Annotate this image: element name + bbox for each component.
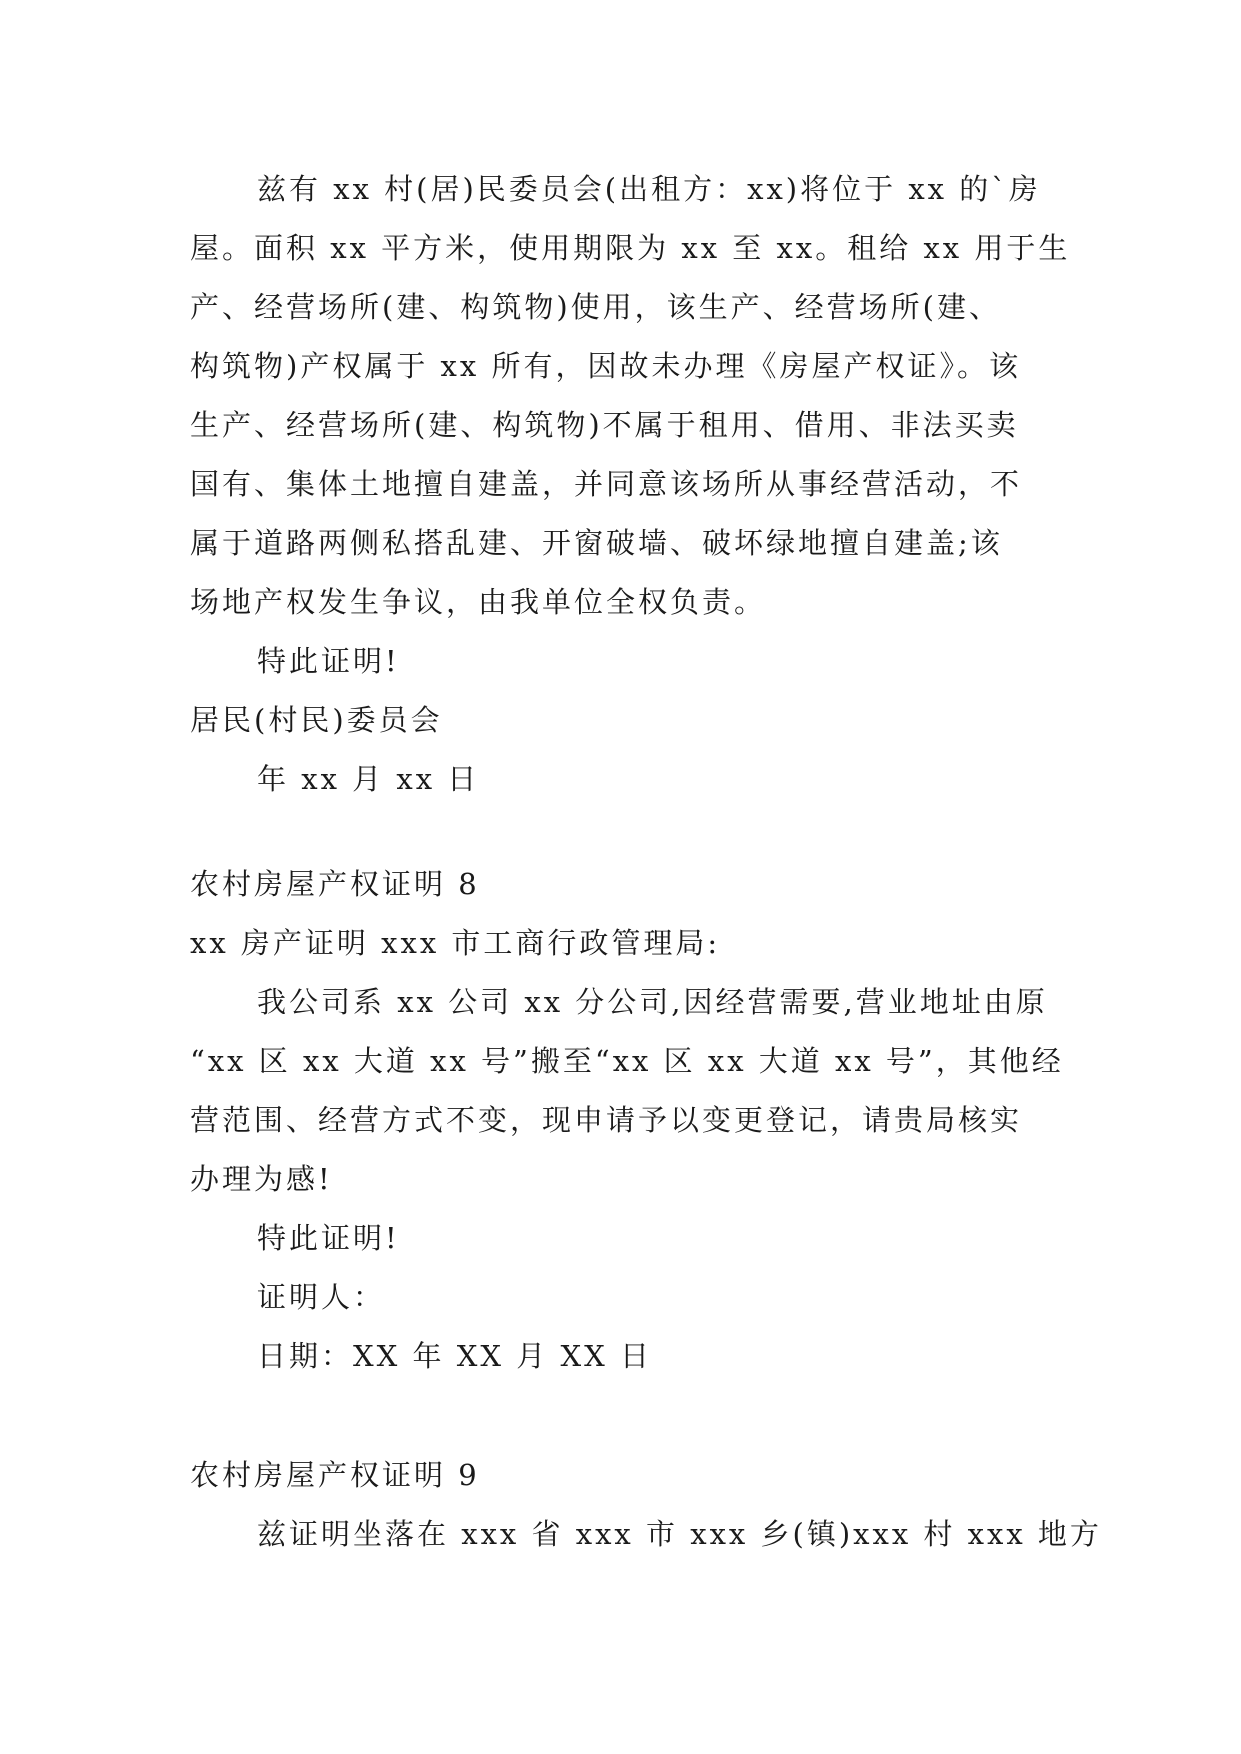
signature-date: 年 xx 月 xx 日 (257, 762, 480, 796)
paragraph-line: 我公司系 xx 公司 xx 分公司,因经营需要,营业地址由原 (257, 985, 1048, 1019)
paragraph-line: 兹证明坐落在 xxx 省 xxx 市 xxx 乡(镇)xxx 村 xxx 地方 (257, 1517, 1102, 1551)
paragraph-line: 办理为感! (190, 1162, 333, 1196)
closing-statement: 特此证明! (257, 644, 400, 678)
section-title: 农村房屋产权证明 9 (190, 1458, 480, 1492)
paragraph-line: 场地产权发生争议，由我单位全权负责。 (190, 585, 767, 619)
section-spacer (190, 1386, 1070, 1446)
paragraph-line: 国有、集体土地擅自建盖，并同意该场所从事经营活动，不 (190, 467, 1023, 501)
section-8 (190, 855, 1070, 1386)
section-title: 农村房屋产权证明 8 (190, 867, 480, 901)
paragraph-line: 生产、经营场所(建、构筑物)不属于租用、借用、非法买卖 (190, 408, 1019, 442)
closing-statement: 特此证明! (257, 1221, 400, 1255)
section-9 (190, 1446, 1102, 1564)
paragraph-line: “xx 区 xx 大道 xx 号”搬至“xx 区 xx 大道 xx 号”，其他经 (190, 1044, 1064, 1078)
paragraph-line: 屋。面积 xx 平方米，使用期限为 xx 至 xx。租给 xx 用于生 (190, 231, 1071, 265)
paragraph-line: 产、经营场所(建、构筑物)使用，该生产、经营场所(建、 (190, 290, 1001, 324)
signer-name: 居民(村民)委员会 (190, 703, 443, 737)
certifier-label: 证明人： (257, 1280, 386, 1314)
paragraph-line: 营范围、经营方式不变，现申请予以变更登记，请贵局核实 (190, 1103, 1023, 1137)
document-page (190, 160, 1102, 1564)
section-spacer (190, 809, 1070, 855)
paragraph-line: 属于道路两侧私搭乱建、开窗破墙、破坏绿地擅自建盖;该 (190, 526, 1003, 560)
paragraph-line: 构筑物)产权属于 xx 所有，因故未办理《房屋产权证》。该 (190, 349, 1021, 383)
section-7-body (190, 160, 1070, 809)
signature-date: 日期：XX 年 XX 月 XX 日 (257, 1339, 652, 1373)
addressee: xx 房产证明 xxx 市工商行政管理局: (190, 926, 721, 960)
paragraph-line: 兹有 xx 村(居)民委员会(出租方：xx)将位于 xx 的`房 (257, 172, 1041, 206)
